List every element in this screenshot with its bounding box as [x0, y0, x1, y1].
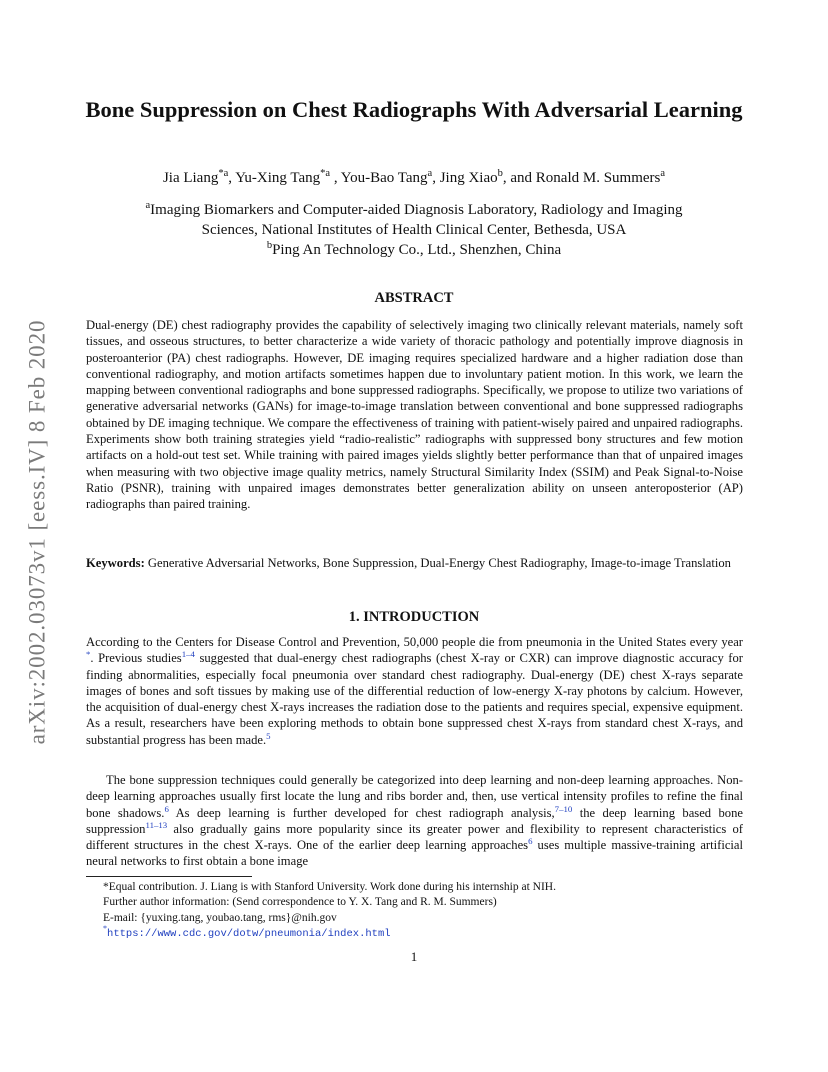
- author-name: You-Bao Tang: [340, 170, 428, 186]
- intro-paragraph-2: [86, 772, 743, 870]
- keywords-label: Keywords:: [86, 556, 145, 570]
- author-name: Yu-Xing Tang: [235, 170, 321, 186]
- citation-link[interactable]: 11–13: [145, 819, 168, 830]
- intro-text: the deep learning based bone suppression: [86, 805, 743, 836]
- footnotes-block: [103, 880, 743, 943]
- author-name: Jing Xiao: [439, 170, 498, 186]
- footnote-divider: [86, 876, 252, 877]
- abstract-heading: ABSTRACT: [374, 290, 454, 306]
- intro-text: uses multiple massive-training artificial neural networks to first obtain a bone image: [86, 838, 743, 869]
- citation-link[interactable]: 1–4: [181, 649, 195, 660]
- citation-link[interactable]: 5: [266, 730, 271, 741]
- author-mark: a: [427, 168, 433, 179]
- footnote-mark: *: [103, 924, 108, 934]
- keywords-line: [86, 555, 743, 571]
- affiliation-mark: a: [145, 200, 151, 211]
- intro-paragraph-1: [86, 634, 743, 748]
- section-heading-introduction: 1. INTRODUCTION: [348, 609, 480, 625]
- affiliation-text: Ping An Technology Co., Ltd., Shenzhen, China: [272, 242, 562, 258]
- keywords-text: Generative Adversarial Networks, Bone Suppression, Dual-Energy Chest Radiography, Image-to-image Translation: [147, 556, 731, 570]
- author-mark: b: [497, 168, 503, 179]
- affiliation-b-line: [80, 240, 748, 260]
- page-number: 1: [410, 949, 418, 964]
- author-mark: a: [660, 168, 666, 179]
- citation-link[interactable]: 7–10: [554, 803, 573, 814]
- citation-link[interactable]: 6: [528, 836, 533, 846]
- intro-text: The bone suppression techniques could generally be categorized into deep learning and non-deep learning approaches. Non-deep learning approaches usually first locate the lung and ribs border and, then, use vertical intensity profiles to refine the final bone shadows.: [86, 773, 743, 820]
- author-mark: *a: [218, 168, 229, 179]
- intro-text: suggested that dual-energy chest radiographs (chest X-ray or CXR) can improve diagnostic accuracy for finding abnormalities, especially focal pneumonia over standard chest radiography. Dual-energy (DE) chest X-rays separate images of bones and soft tissues by making use of the differential reduction of low-energy X-ray photons by calcium. However, the acquisition of dual-energy chest X-rays increases the radiation dose to the patients and requires special, expensive equipment. As a result, researchers have been exploring methods to obtain bone suppressed chest X-rays from standard chest X-rays, and substantial progress has been made.: [86, 651, 743, 747]
- footnote-line: *Equal contribution. J. Liang is with Stanford University. Work done during his internship at NIH.: [103, 881, 556, 893]
- affiliation-a-line1: [80, 200, 748, 220]
- paper-title: Bone Suppression on Chest Radiographs With Adversarial Learning: [85, 97, 743, 122]
- intro-text: According to the Centers for Disease Control and Prevention, 50,000 people die from pneumonia in the United States every year: [86, 635, 743, 649]
- arxiv-identifier-stamp: [14, 292, 60, 772]
- author-conjunction: and: [510, 170, 533, 186]
- intro-text: As deep learning is further developed for chest radiograph analysis,: [168, 805, 555, 820]
- affiliation-mark: b: [266, 240, 273, 251]
- intro-text: . Previous studies: [90, 651, 182, 666]
- affiliation-text: Imaging Biomarkers and Computer-aided Diagnosis Laboratory, Radiology and Imaging: [150, 202, 683, 218]
- citation-link[interactable]: 6: [164, 803, 169, 814]
- author-mark: *a: [320, 168, 331, 179]
- arxiv-identifier-text: arXiv:2002.03073v1 [eess.IV] 8 Feb 2020: [24, 319, 50, 745]
- affiliation-block: [80, 200, 748, 260]
- footnote-line: E-mail: {yuxing.tang, youbao.tang, rms}@nih.gov: [103, 911, 337, 924]
- footnote-line: Further author information: (Send correspondence to Y. X. Tang and R. M. Summers): [103, 896, 497, 909]
- author-list: Jia Liang$^{*a}$, Yu-Xing Tang$^{*a}$ , You-Bao Tang$^a$, Jing Xiao$^b$, and Ronald M. Summers$^a$: [162, 168, 666, 186]
- abstract-text: Dual-energy (DE) chest radiography provides the capability of selectively imaging two clinically relevant materials, namely soft tissues, and osseous structures, to better characterize a wide variety of thoracic pathology and potentially improve diagnosis in posteroanterior (PA) chest radiographs. However, DE imaging requires specialized hardware and a higher radiation dose than conventional radiography, and motion artifacts sometimes happen due to involuntary patient motion. In this work, we learn the mapping between conventional radiographs and bone suppressed radiographs. Specifically, we propose to utilize two variations of generative adversarial networks (GANs) for image-to-image translation between conventional and bone suppressed radiographs obtained by DE imaging technique. We compare the effectiveness of training with patient-wisely paired and unpaired radiographs. Experiments show both training strategies yield “radio-realistic” radiographs with suppressed bony structures and few motion artifacts on a hold-out test set. While training with paired images yields slightly better performance than that of unpaired images when measuring with two objective image quality metrics, namely Structural Similarity Index (SSIM) and Peak Signal-to-Noise Ratio (PSNR), training with unpaired images demonstrates better generalization ability on unseen anteroposterior (AP) radiographs than paired training.: [86, 318, 743, 512]
- footnote-url-line: [103, 926, 743, 942]
- intro-text: also gradually gains more popularity since its greater power and flexibility to represent characteristics of different structures in the chest X-rays. One of the earlier deep learning approaches: [86, 821, 743, 853]
- affiliation-a-line2: Sciences, National Institutes of Health Clinical Center, Bethesda, USA: [201, 222, 627, 238]
- footnote-link[interactable]: *: [86, 649, 91, 660]
- author-name: Jia Liang: [162, 170, 219, 186]
- author-name: Ronald M. Summers: [535, 170, 661, 186]
- footnote-url-link[interactable]: https://www.cdc.gov/dotw/pneumonia/index.html: [107, 928, 391, 941]
